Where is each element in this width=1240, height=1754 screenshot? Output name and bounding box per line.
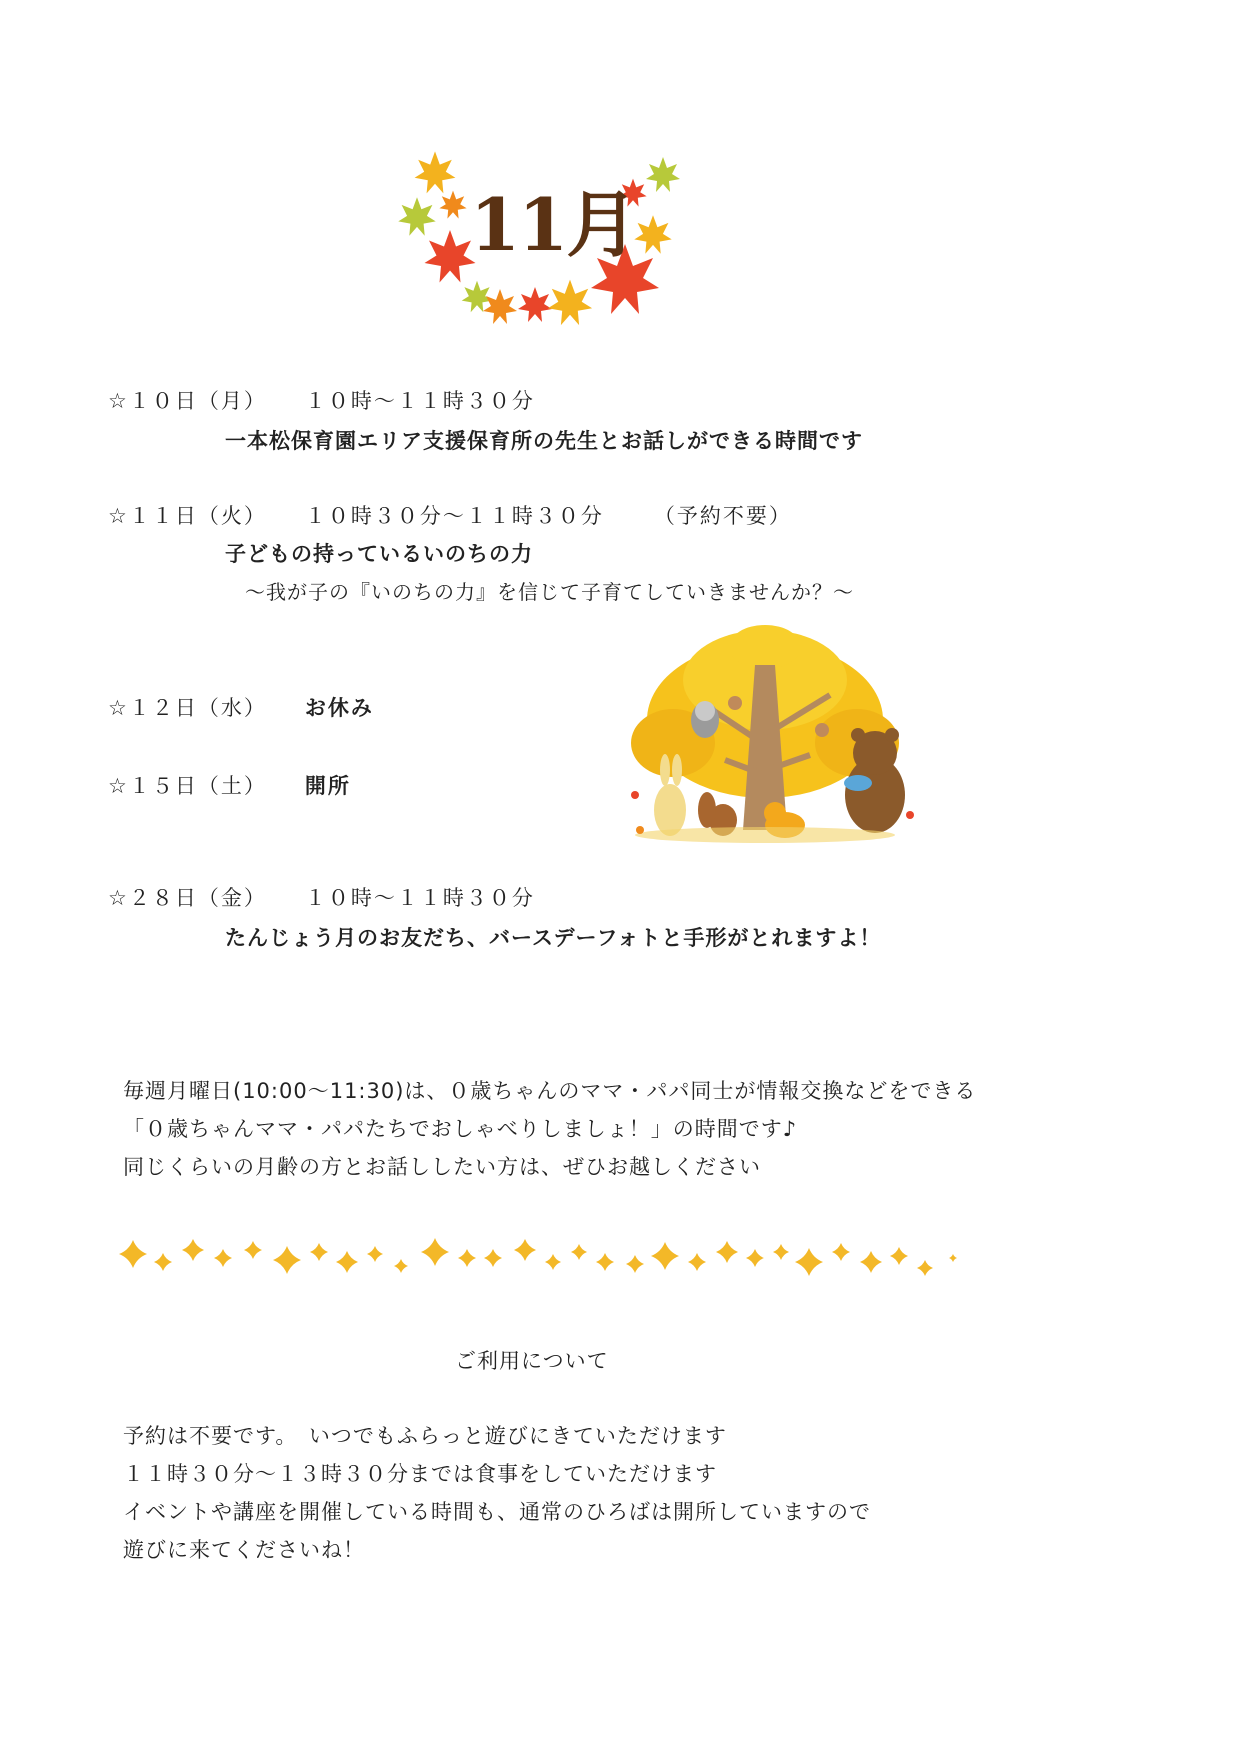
sparkle-icon	[773, 1244, 789, 1260]
event-date: １１日（火）	[128, 504, 267, 528]
usage-line-3: イベントや講座を開催している時間も、通常のひろばは開所していますので	[123, 1500, 871, 1524]
sparkle-icon	[458, 1249, 476, 1267]
sparkle-divider	[105, 1222, 1010, 1297]
star-icon: ☆	[108, 504, 129, 528]
sparkle-icon	[795, 1248, 823, 1276]
forest-animals-illustration	[615, 625, 920, 860]
schedule-item-3-heading	[108, 692, 374, 722]
schedule-item-2-desc: 子どもの持っているいのちの力	[225, 542, 533, 566]
sparkle-icon	[367, 1246, 383, 1262]
sparkle-icon	[545, 1254, 561, 1270]
schedule-item-5-desc: たんじょう月のお友だち、バースデーフォトと手形がとれますよ！	[225, 926, 882, 950]
month-title: 11月	[470, 182, 637, 267]
sparkle-icon	[571, 1244, 587, 1260]
sparkle-icon	[484, 1249, 502, 1267]
sparkle-icon	[310, 1243, 328, 1261]
event-note: （予約不要）	[653, 504, 792, 528]
sparkle-icon	[651, 1242, 679, 1270]
event-desc: お休み	[304, 696, 374, 720]
sparkle-icon	[244, 1241, 262, 1259]
event-date: １０日（月）	[128, 389, 267, 413]
sparkle-icon	[716, 1241, 738, 1263]
sparkle-icon	[514, 1239, 536, 1261]
sparkle-icon	[596, 1253, 614, 1271]
sparkle-icon	[860, 1251, 882, 1273]
schedule-item-5-heading	[108, 882, 535, 912]
schedule-item-2-heading	[108, 500, 792, 530]
sparkle-icon	[273, 1246, 301, 1274]
sparkle-icon	[890, 1247, 908, 1265]
schedule-item-1-desc: 一本松保育園エリア支援保育所の先生とお話しができる時間です	[225, 429, 863, 453]
sparkle-icon	[832, 1243, 850, 1261]
sparkle-icon	[214, 1249, 232, 1267]
schedule-item-4-heading	[108, 770, 351, 800]
schedule-item-1-heading	[108, 385, 535, 415]
star-icon: ☆	[108, 886, 129, 910]
sparkle-icon	[394, 1259, 408, 1273]
event-date: １２日（水）	[128, 696, 267, 720]
sparkle-icon	[626, 1255, 644, 1273]
sparkle-icon	[421, 1238, 449, 1266]
sparkle-icon	[688, 1253, 706, 1271]
weekly-notice-line-1: 毎週月曜日(10:00～11:30)は、０歳ちゃんのママ・パパ同士が情報交換などをできる	[123, 1079, 977, 1103]
sparkle-icon	[336, 1251, 358, 1273]
sparkle-icon	[917, 1260, 933, 1276]
star-icon: ☆	[108, 774, 129, 798]
sparkle-icon	[182, 1239, 204, 1261]
usage-heading: ご利用について	[455, 1349, 609, 1373]
event-desc: 開所	[304, 774, 351, 798]
sparkle-icon	[154, 1253, 172, 1271]
event-date: １５日（土）	[128, 774, 267, 798]
usage-line-1: 予約は不要です。 いつでもふらっと遊びにきていただけます	[123, 1424, 727, 1448]
sparkle-icon	[949, 1254, 957, 1262]
month-header	[395, 145, 695, 335]
star-icon: ☆	[108, 696, 129, 720]
schedule-item-2-sub: ～我が子の『いのちの力』を信じて子育てしていきませんか？～	[245, 580, 854, 604]
usage-line-2: １１時３０分～１３時３０分までは食事をしていただけます	[123, 1462, 717, 1486]
event-time: １０時～１１時３０分	[304, 389, 535, 413]
weekly-notice-line-2: 「０歳ちゃんママ・パパたちでおしゃべりしましょ！」の時間です♪	[123, 1117, 798, 1141]
event-date: ２８日（金）	[128, 886, 267, 910]
event-time: １０時～１１時３０分	[304, 886, 535, 910]
star-icon: ☆	[108, 389, 129, 413]
weekly-notice-line-3: 同じくらいの月齢の方とお話ししたい方は、ぜひお越しください	[123, 1155, 761, 1179]
sparkle-icon	[746, 1249, 764, 1267]
usage-line-4: 遊びに来てくださいね！	[123, 1538, 365, 1562]
sparkle-icon	[119, 1240, 147, 1268]
event-time: １０時３０分～１１時３０分	[304, 504, 604, 528]
